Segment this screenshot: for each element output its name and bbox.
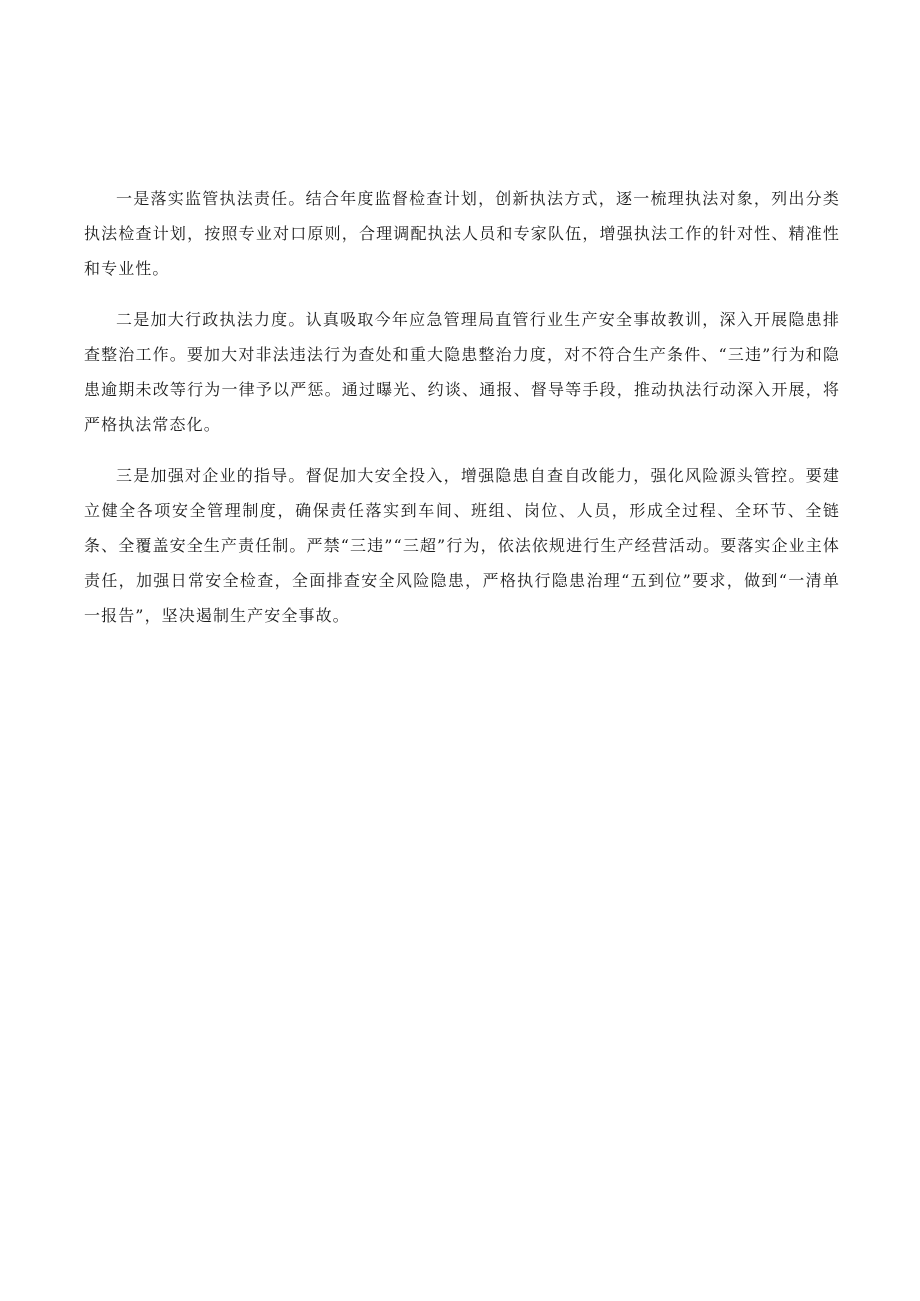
paragraph-1: 一是落实监管执法责任。结合年度监督检查计划，创新执法方式，逐一梳理执法对象，列出分类执法检查计划，按照专业对口原则，合理调配执法人员和专家队伍，增强执法工作的针对性、精准性和专业性。 [84,189,840,278]
paragraph-2: 二是加大行政执法力度。认真吸取今年应急管理局直管行业生产安全事故教训，深入开展隐患排查整治工作。要加大对非法违法行为查处和重大隐患整治力度，对不符合生产条件、“三违”行为和隐患逾期未改等行为一律予以严惩。通过曝光、约谈、通报、督导等手段，推动执法行动深入开展，将严格执法常态化。 [84,310,840,434]
document-body [84,181,840,633]
paragraph-3: 三是加强对企业的指导。督促加大安全投入，增强隐患自查自改能力，强化风险源头管控。要建立健全各项安全管理制度，确保责任落实到车间、班组、岗位、人员，形成全过程、全环节、全链条、全覆盖安全生产责任制。严禁“三违”“三超”行为，依法依规进行生产经营活动。要落实企业主体责任，加强日常安全检查，全面排查安全风险隐患，严格执行隐患治理“五到位”要求，做到“一清单一报告”，坚决遏制生产安全事故。 [84,466,840,625]
